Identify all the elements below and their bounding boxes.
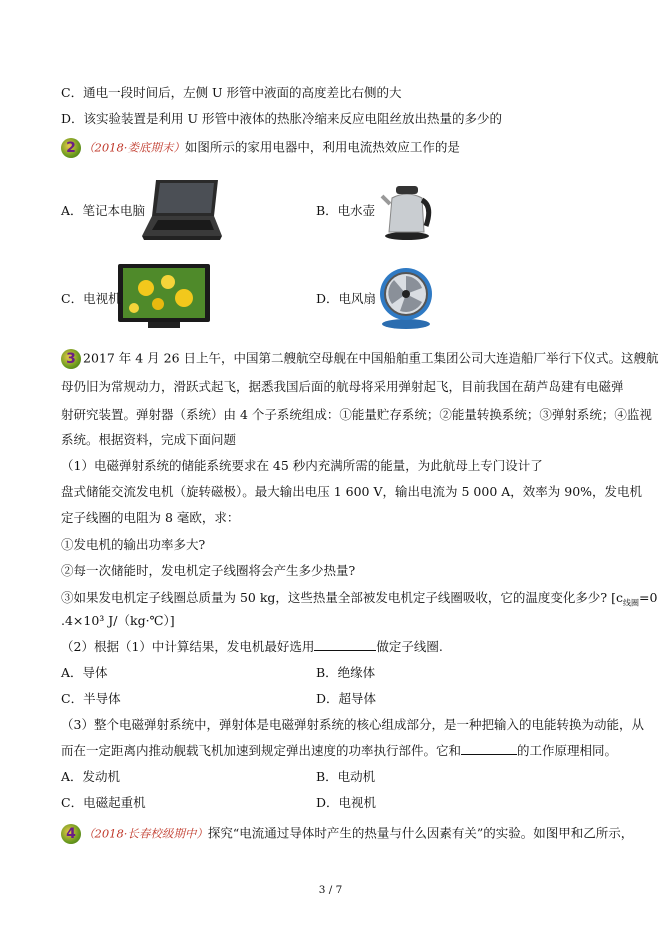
q3-part2-option-c: C．半导体 [61,691,121,706]
question-4-stem [61,824,633,844]
question-badge: 2 [61,138,81,158]
question-3-line-1 [61,349,659,369]
q3-item-3 [61,589,657,613]
question-3-line-2: 母仍旧为常规动力，滑跃式起飞，据悉我国后面的航母将采用弹射起飞，目前我国在葫芦岛建有电磁弹 [61,379,624,394]
question-text: 探究“电流通过导体时产生的热量与什么因素有关”的实验。如图甲和乙所示， [207,825,634,841]
q3-part3-option-b: B．电动机 [316,769,376,784]
q3-part3-option-a: A．发动机 [61,769,121,784]
page-number: 3 / 7 [318,884,343,896]
q3-item-3-line-2: .4×10³ J/（kg·℃）] [61,613,175,628]
q2-option-a: A．笔记本电脑 [61,203,146,218]
answer-blank[interactable] [314,638,376,651]
q3-part2-text-end: 做定子线圈. [376,639,443,654]
q3-part3-line-2 [61,742,617,760]
q3-item-1: ①发电机的输出功率多大? [61,537,206,552]
option-d-prev: D．该实验装置是利用 U 形管中液体的热胀冷缩来反应电阻丝放出热量的多少的 [61,111,503,126]
q3-part3-option-c: C．电磁起重机 [61,795,146,810]
answer-blank[interactable] [461,742,517,755]
q3-part1-line-2: 盘式储能交流发电机（旋转磁极）。最大输出电压 1 600 V，输出电流为 5 000 A，效率为 90%，发电机 [61,484,643,499]
question-2-stem [61,138,460,158]
option-c-prev: C．通电一段时间后，左侧 U 形管中液面的高度差比右侧的大 [61,85,402,100]
laptop-image [138,178,222,242]
q2-option-b: B．电水壶 [316,203,376,218]
tv-image [118,264,210,330]
q3-part3-text-end: 的工作原理相同。 [517,743,618,758]
question-source: （2018·长春校级期中） [83,826,208,841]
q3-part2-option-d: D．超导体 [316,691,377,706]
q3-part2-stem [61,638,443,656]
q3-part2-option-a: A．导体 [61,665,108,680]
q3-part2-option-b: B．绝缘体 [316,665,376,680]
q3-item-2: ②每一次储能时，发电机定子线圈将会产生多少热量? [61,563,356,578]
q3-part1-line-1: （1）电磁弹射系统的储能系统要求在 45 秒内充满所需的能量，为此航母上专门设计了 [61,458,543,473]
q3-item-3-text: ③如果发电机定子线圈总质量为 50 kg，这些热量全部被发电机定子线圈吸收，它的温度变化多少? [c [61,590,623,605]
question-text: 2017 年 4 月 26 日上午，中国第二艘航空母舰在中国船舶重工集团公司大连造船厂举行下仪式。这艘航 [83,350,659,366]
fan-image [376,264,436,330]
q3-part3-text: 而在一定距离内推动舰载飞机加速到规定弹出速度的功率执行部件。它和 [61,743,462,758]
question-badge: 4 [61,824,81,844]
q3-part2-text: （2）根据（1）中计算结果，发电机最好选用 [61,639,315,654]
question-source: （2018·娄底期末） [83,140,185,155]
question-text: 如图所示的家用电器中，利用电流热效应工作的是 [184,139,460,155]
q3-part3-line-1: （3）整个电磁弹射系统中，弹射体是电磁弹射系统的核心组成部分，是一种把输入的电能转换为动能，从 [61,717,644,732]
q3-part3-option-d: D．电视机 [316,795,377,810]
kettle-image [380,178,434,242]
q3-item-3-tail: =0 [638,590,658,605]
subscript: 线圈 [622,598,639,608]
q2-option-c: C．电视机 [61,291,121,306]
question-badge: 3 [61,349,81,369]
q3-part1-line-3: 定子线圈的电阻为 8 毫欧，求： [61,510,240,525]
question-3-line-3: 射研究装置。弹射器（系统）由 4 个子系统组成：①能量贮存系统；②能量转换系统；③弹射系统；④监视 [61,407,652,422]
q2-option-d: D．电风扇 [316,291,377,306]
question-3-line-4: 系统。根据资料，完成下面问题 [61,432,237,447]
